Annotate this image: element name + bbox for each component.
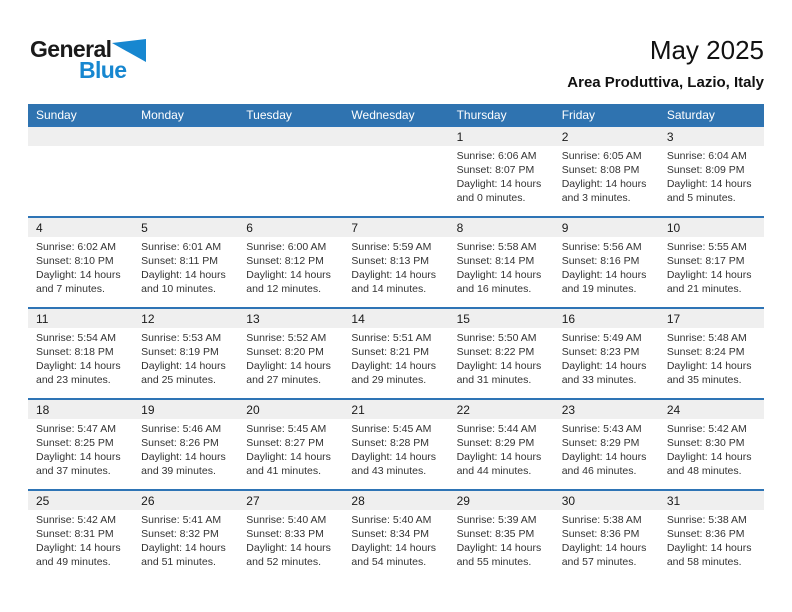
sunset-text: Sunset: 8:10 PM [36, 255, 114, 268]
daylight-text-line1: Daylight: 14 hours [141, 360, 226, 373]
day-number: 19 [133, 400, 238, 419]
general-blue-logo [30, 38, 146, 82]
sunset-text: Sunset: 8:29 PM [561, 437, 640, 450]
weekday-label-saturday: Saturday [666, 107, 715, 122]
sunrise-text: Sunrise: 5:51 AM [351, 332, 432, 344]
day-cell-25 [28, 491, 133, 580]
sunrise-text: Sunrise: 6:01 AM [141, 241, 222, 253]
day-number [28, 127, 133, 146]
sunset-text: Sunset: 8:19 PM [141, 346, 219, 359]
sunset-text: Sunset: 8:21 PM [351, 346, 430, 359]
day-number: 11 [28, 309, 133, 328]
daylight-text-line2: and 35 minutes. [666, 374, 742, 387]
day-cell-27 [238, 491, 343, 580]
day-cell-12 [133, 309, 238, 398]
day-cell-empty [343, 127, 448, 216]
sunset-text: Sunset: 8:20 PM [246, 346, 324, 359]
day-details [554, 146, 659, 205]
day-cell-3 [659, 127, 764, 216]
day-number: 14 [343, 309, 448, 328]
day-number: 29 [449, 491, 554, 510]
weekday-header-row [28, 104, 764, 125]
day-number: 24 [659, 400, 764, 419]
sunrise-text: Sunrise: 5:54 AM [36, 332, 116, 344]
day-number: 12 [133, 309, 238, 328]
day-details [449, 328, 554, 387]
day-number: 18 [28, 400, 133, 419]
day-details [343, 328, 448, 387]
sunrise-text: Sunrise: 6:05 AM [561, 150, 642, 162]
day-details [659, 146, 764, 205]
daylight-text-line1: Daylight: 14 hours [456, 360, 542, 373]
day-cell-8 [449, 218, 554, 307]
week-row-4 [28, 398, 764, 489]
day-number: 6 [238, 218, 343, 237]
day-number: 27 [238, 491, 343, 510]
daylight-text-line2: and 52 minutes. [246, 556, 321, 569]
day-cell-14 [343, 309, 448, 398]
day-details [554, 328, 659, 387]
daylight-text-line2: and 14 minutes. [351, 283, 427, 296]
daylight-text-line2: and 27 minutes. [246, 374, 321, 387]
day-details [28, 237, 133, 296]
daylight-text-line2: and 0 minutes. [456, 192, 526, 205]
daylight-text-line1: Daylight: 14 hours [351, 542, 437, 555]
sunrise-text: Sunrise: 5:41 AM [141, 514, 222, 526]
day-number: 21 [343, 400, 448, 419]
sunrise-text: Sunrise: 6:06 AM [456, 150, 537, 162]
day-details [659, 328, 764, 387]
day-number: 8 [449, 218, 554, 237]
weekday-label-monday: Monday [141, 107, 184, 122]
day-cell-2 [554, 127, 659, 216]
daylight-text-line2: and 39 minutes. [141, 465, 216, 478]
day-details [133, 237, 238, 296]
day-number: 16 [554, 309, 659, 328]
daylight-text-line1: Daylight: 14 hours [666, 178, 752, 191]
day-details [659, 237, 764, 296]
day-cell-29 [449, 491, 554, 580]
day-cell-19 [133, 400, 238, 489]
daylight-text-line1: Daylight: 14 hours [246, 269, 331, 282]
day-cell-23 [554, 400, 659, 489]
day-number: 25 [28, 491, 133, 510]
day-details [659, 419, 764, 478]
day-number: 22 [449, 400, 554, 419]
day-cell-4 [28, 218, 133, 307]
daylight-text-line2: and 3 minutes. [561, 192, 631, 205]
day-number: 28 [343, 491, 448, 510]
title-block [567, 36, 764, 91]
daylight-text-line2: and 16 minutes. [456, 283, 532, 296]
daylight-text-line2: and 25 minutes. [141, 374, 216, 387]
day-details [343, 237, 448, 296]
sunrise-text: Sunrise: 6:00 AM [246, 241, 327, 253]
day-cell-10 [659, 218, 764, 307]
day-cell-26 [133, 491, 238, 580]
day-details [449, 419, 554, 478]
day-details [133, 328, 238, 387]
day-number: 1 [449, 127, 554, 146]
sunset-text: Sunset: 8:22 PM [456, 346, 535, 359]
day-number [133, 127, 238, 146]
day-details [28, 419, 133, 478]
logo-text-general: General [30, 36, 112, 62]
logo-text-blue: Blue [79, 57, 127, 83]
daylight-text-line1: Daylight: 14 hours [561, 269, 647, 282]
day-number: 2 [554, 127, 659, 146]
daylight-text-line2: and 5 minutes. [666, 192, 736, 205]
day-number: 13 [238, 309, 343, 328]
day-details [554, 419, 659, 478]
daylight-text-line1: Daylight: 14 hours [36, 360, 121, 373]
day-number [343, 127, 448, 146]
day-details [449, 146, 554, 205]
daylight-text-line1: Daylight: 14 hours [561, 178, 647, 191]
sunset-text: Sunset: 8:17 PM [666, 255, 745, 268]
daylight-text-line1: Daylight: 14 hours [246, 542, 331, 555]
weekday-label-tuesday: Tuesday [246, 107, 292, 122]
daylight-text-line1: Daylight: 14 hours [141, 542, 226, 555]
day-details [659, 510, 764, 569]
daylight-text-line1: Daylight: 14 hours [456, 542, 542, 555]
sunrise-text: Sunrise: 6:04 AM [666, 150, 747, 162]
week-row-2 [28, 216, 764, 307]
day-cell-5 [133, 218, 238, 307]
weekday-label-thursday: Thursday [456, 107, 507, 122]
daylight-text-line2: and 37 minutes. [36, 465, 111, 478]
day-cell-18 [28, 400, 133, 489]
daylight-text-line2: and 41 minutes. [246, 465, 321, 478]
day-details [28, 510, 133, 569]
sunset-text: Sunset: 8:11 PM [141, 255, 218, 268]
sunset-text: Sunset: 8:13 PM [351, 255, 430, 268]
sunset-text: Sunset: 8:08 PM [561, 164, 640, 177]
sunset-text: Sunset: 8:07 PM [456, 164, 535, 177]
day-number: 26 [133, 491, 238, 510]
sunrise-text: Sunrise: 5:47 AM [36, 423, 116, 435]
day-cell-20 [238, 400, 343, 489]
daylight-text-line2: and 23 minutes. [36, 374, 111, 387]
sunset-text: Sunset: 8:33 PM [246, 528, 324, 541]
sunrise-text: Sunrise: 5:42 AM [666, 423, 747, 435]
daylight-text-line1: Daylight: 14 hours [246, 360, 331, 373]
daylight-text-line1: Daylight: 14 hours [351, 360, 437, 373]
sunset-text: Sunset: 8:34 PM [351, 528, 430, 541]
day-number: 30 [554, 491, 659, 510]
daylight-text-line1: Daylight: 14 hours [456, 178, 542, 191]
day-cell-empty [238, 127, 343, 216]
day-details [343, 510, 448, 569]
daylight-text-line1: Daylight: 14 hours [36, 542, 121, 555]
sunrise-text: Sunrise: 5:45 AM [351, 423, 432, 435]
day-cell-16 [554, 309, 659, 398]
sunrise-text: Sunrise: 5:55 AM [666, 241, 747, 253]
calendar-weeks [28, 125, 764, 580]
location-subtitle: Area Produttiva, Lazio, Italy [567, 73, 764, 91]
daylight-text-line2: and 19 minutes. [561, 283, 637, 296]
day-number: 3 [659, 127, 764, 146]
sunset-text: Sunset: 8:31 PM [36, 528, 114, 541]
daylight-text-line1: Daylight: 14 hours [456, 451, 542, 464]
weekday-label-sunday: Sunday [36, 107, 77, 122]
daylight-text-line1: Daylight: 14 hours [36, 269, 121, 282]
daylight-text-line2: and 54 minutes. [351, 556, 427, 569]
sunset-text: Sunset: 8:14 PM [456, 255, 535, 268]
daylight-text-line2: and 48 minutes. [666, 465, 742, 478]
week-row-5 [28, 489, 764, 580]
day-cell-11 [28, 309, 133, 398]
day-details [238, 237, 343, 296]
daylight-text-line2: and 12 minutes. [246, 283, 321, 296]
sunset-text: Sunset: 8:30 PM [666, 437, 745, 450]
sunset-text: Sunset: 8:24 PM [666, 346, 745, 359]
day-number: 15 [449, 309, 554, 328]
day-details [238, 419, 343, 478]
sunrise-text: Sunrise: 5:56 AM [561, 241, 642, 253]
sunset-text: Sunset: 8:28 PM [351, 437, 430, 450]
daylight-text-line1: Daylight: 14 hours [666, 542, 752, 555]
daylight-text-line2: and 49 minutes. [36, 556, 111, 569]
sunset-text: Sunset: 8:36 PM [666, 528, 745, 541]
day-number: 31 [659, 491, 764, 510]
daylight-text-line1: Daylight: 14 hours [666, 269, 752, 282]
daylight-text-line1: Daylight: 14 hours [666, 360, 752, 373]
day-cell-6 [238, 218, 343, 307]
day-cell-21 [343, 400, 448, 489]
day-number: 5 [133, 218, 238, 237]
sunset-text: Sunset: 8:25 PM [36, 437, 114, 450]
daylight-text-line1: Daylight: 14 hours [246, 451, 331, 464]
weekday-label-friday: Friday [561, 107, 596, 122]
sunrise-text: Sunrise: 5:42 AM [36, 514, 116, 526]
daylight-text-line2: and 44 minutes. [456, 465, 532, 478]
day-number: 9 [554, 218, 659, 237]
month-title: May 2025 [649, 35, 764, 65]
sunrise-text: Sunrise: 6:02 AM [36, 241, 116, 253]
daylight-text-line2: and 57 minutes. [561, 556, 637, 569]
sunrise-text: Sunrise: 5:58 AM [456, 241, 537, 253]
sunset-text: Sunset: 8:27 PM [246, 437, 324, 450]
calendar [28, 104, 764, 580]
day-details [133, 510, 238, 569]
daylight-text-line2: and 31 minutes. [456, 374, 532, 387]
day-number: 17 [659, 309, 764, 328]
daylight-text-line1: Daylight: 14 hours [561, 360, 647, 373]
daylight-text-line1: Daylight: 14 hours [351, 451, 437, 464]
day-details [554, 510, 659, 569]
day-cell-15 [449, 309, 554, 398]
daylight-text-line2: and 58 minutes. [666, 556, 742, 569]
sunset-text: Sunset: 8:23 PM [561, 346, 640, 359]
day-number: 7 [343, 218, 448, 237]
day-cell-31 [659, 491, 764, 580]
daylight-text-line1: Daylight: 14 hours [666, 451, 752, 464]
daylight-text-line1: Daylight: 14 hours [36, 451, 121, 464]
daylight-text-line2: and 51 minutes. [141, 556, 216, 569]
day-number: 10 [659, 218, 764, 237]
sunrise-text: Sunrise: 5:40 AM [246, 514, 327, 526]
daylight-text-line1: Daylight: 14 hours [141, 451, 226, 464]
sunrise-text: Sunrise: 5:48 AM [666, 332, 747, 344]
day-details [28, 328, 133, 387]
day-details [238, 510, 343, 569]
sunrise-text: Sunrise: 5:40 AM [351, 514, 432, 526]
sunrise-text: Sunrise: 5:52 AM [246, 332, 327, 344]
week-row-3 [28, 307, 764, 398]
day-cell-empty [133, 127, 238, 216]
day-cell-7 [343, 218, 448, 307]
sunset-text: Sunset: 8:18 PM [36, 346, 114, 359]
sunset-text: Sunset: 8:12 PM [246, 255, 324, 268]
sunrise-text: Sunrise: 5:39 AM [456, 514, 537, 526]
day-cell-30 [554, 491, 659, 580]
daylight-text-line1: Daylight: 14 hours [561, 451, 647, 464]
daylight-text-line1: Daylight: 14 hours [561, 542, 647, 555]
daylight-text-line1: Daylight: 14 hours [351, 269, 437, 282]
day-details [238, 328, 343, 387]
daylight-text-line2: and 33 minutes. [561, 374, 637, 387]
day-cell-empty [28, 127, 133, 216]
daylight-text-line1: Daylight: 14 hours [456, 269, 542, 282]
sunset-text: Sunset: 8:29 PM [456, 437, 535, 450]
day-details [554, 237, 659, 296]
day-number [238, 127, 343, 146]
sunrise-text: Sunrise: 5:43 AM [561, 423, 642, 435]
sunset-text: Sunset: 8:16 PM [561, 255, 640, 268]
sunrise-text: Sunrise: 5:59 AM [351, 241, 432, 253]
sunrise-text: Sunrise: 5:50 AM [456, 332, 537, 344]
day-details [133, 419, 238, 478]
day-details [343, 419, 448, 478]
day-cell-22 [449, 400, 554, 489]
daylight-text-line2: and 43 minutes. [351, 465, 427, 478]
day-cell-17 [659, 309, 764, 398]
day-cell-28 [343, 491, 448, 580]
week-row-1 [28, 125, 764, 216]
day-cell-13 [238, 309, 343, 398]
sunset-text: Sunset: 8:09 PM [666, 164, 745, 177]
day-cell-9 [554, 218, 659, 307]
day-number: 23 [554, 400, 659, 419]
sunset-text: Sunset: 8:26 PM [141, 437, 219, 450]
sunset-text: Sunset: 8:36 PM [561, 528, 640, 541]
day-cell-24 [659, 400, 764, 489]
sunrise-text: Sunrise: 5:38 AM [666, 514, 747, 526]
daylight-text-line2: and 10 minutes. [141, 283, 216, 296]
day-cell-1 [449, 127, 554, 216]
sunrise-text: Sunrise: 5:44 AM [456, 423, 537, 435]
sunrise-text: Sunrise: 5:46 AM [141, 423, 222, 435]
sunrise-text: Sunrise: 5:53 AM [141, 332, 222, 344]
sunrise-text: Sunrise: 5:45 AM [246, 423, 327, 435]
day-number: 4 [28, 218, 133, 237]
daylight-text-line2: and 7 minutes. [36, 283, 105, 296]
daylight-text-line2: and 55 minutes. [456, 556, 532, 569]
weekday-label-wednesday: Wednesday [351, 107, 415, 122]
daylight-text-line2: and 21 minutes. [666, 283, 742, 296]
daylight-text-line1: Daylight: 14 hours [141, 269, 226, 282]
sunrise-text: Sunrise: 5:38 AM [561, 514, 642, 526]
day-details [449, 237, 554, 296]
sunset-text: Sunset: 8:35 PM [456, 528, 535, 541]
sunset-text: Sunset: 8:32 PM [141, 528, 219, 541]
day-details [449, 510, 554, 569]
day-number: 20 [238, 400, 343, 419]
daylight-text-line2: and 29 minutes. [351, 374, 427, 387]
daylight-text-line2: and 46 minutes. [561, 465, 637, 478]
sunrise-text: Sunrise: 5:49 AM [561, 332, 642, 344]
